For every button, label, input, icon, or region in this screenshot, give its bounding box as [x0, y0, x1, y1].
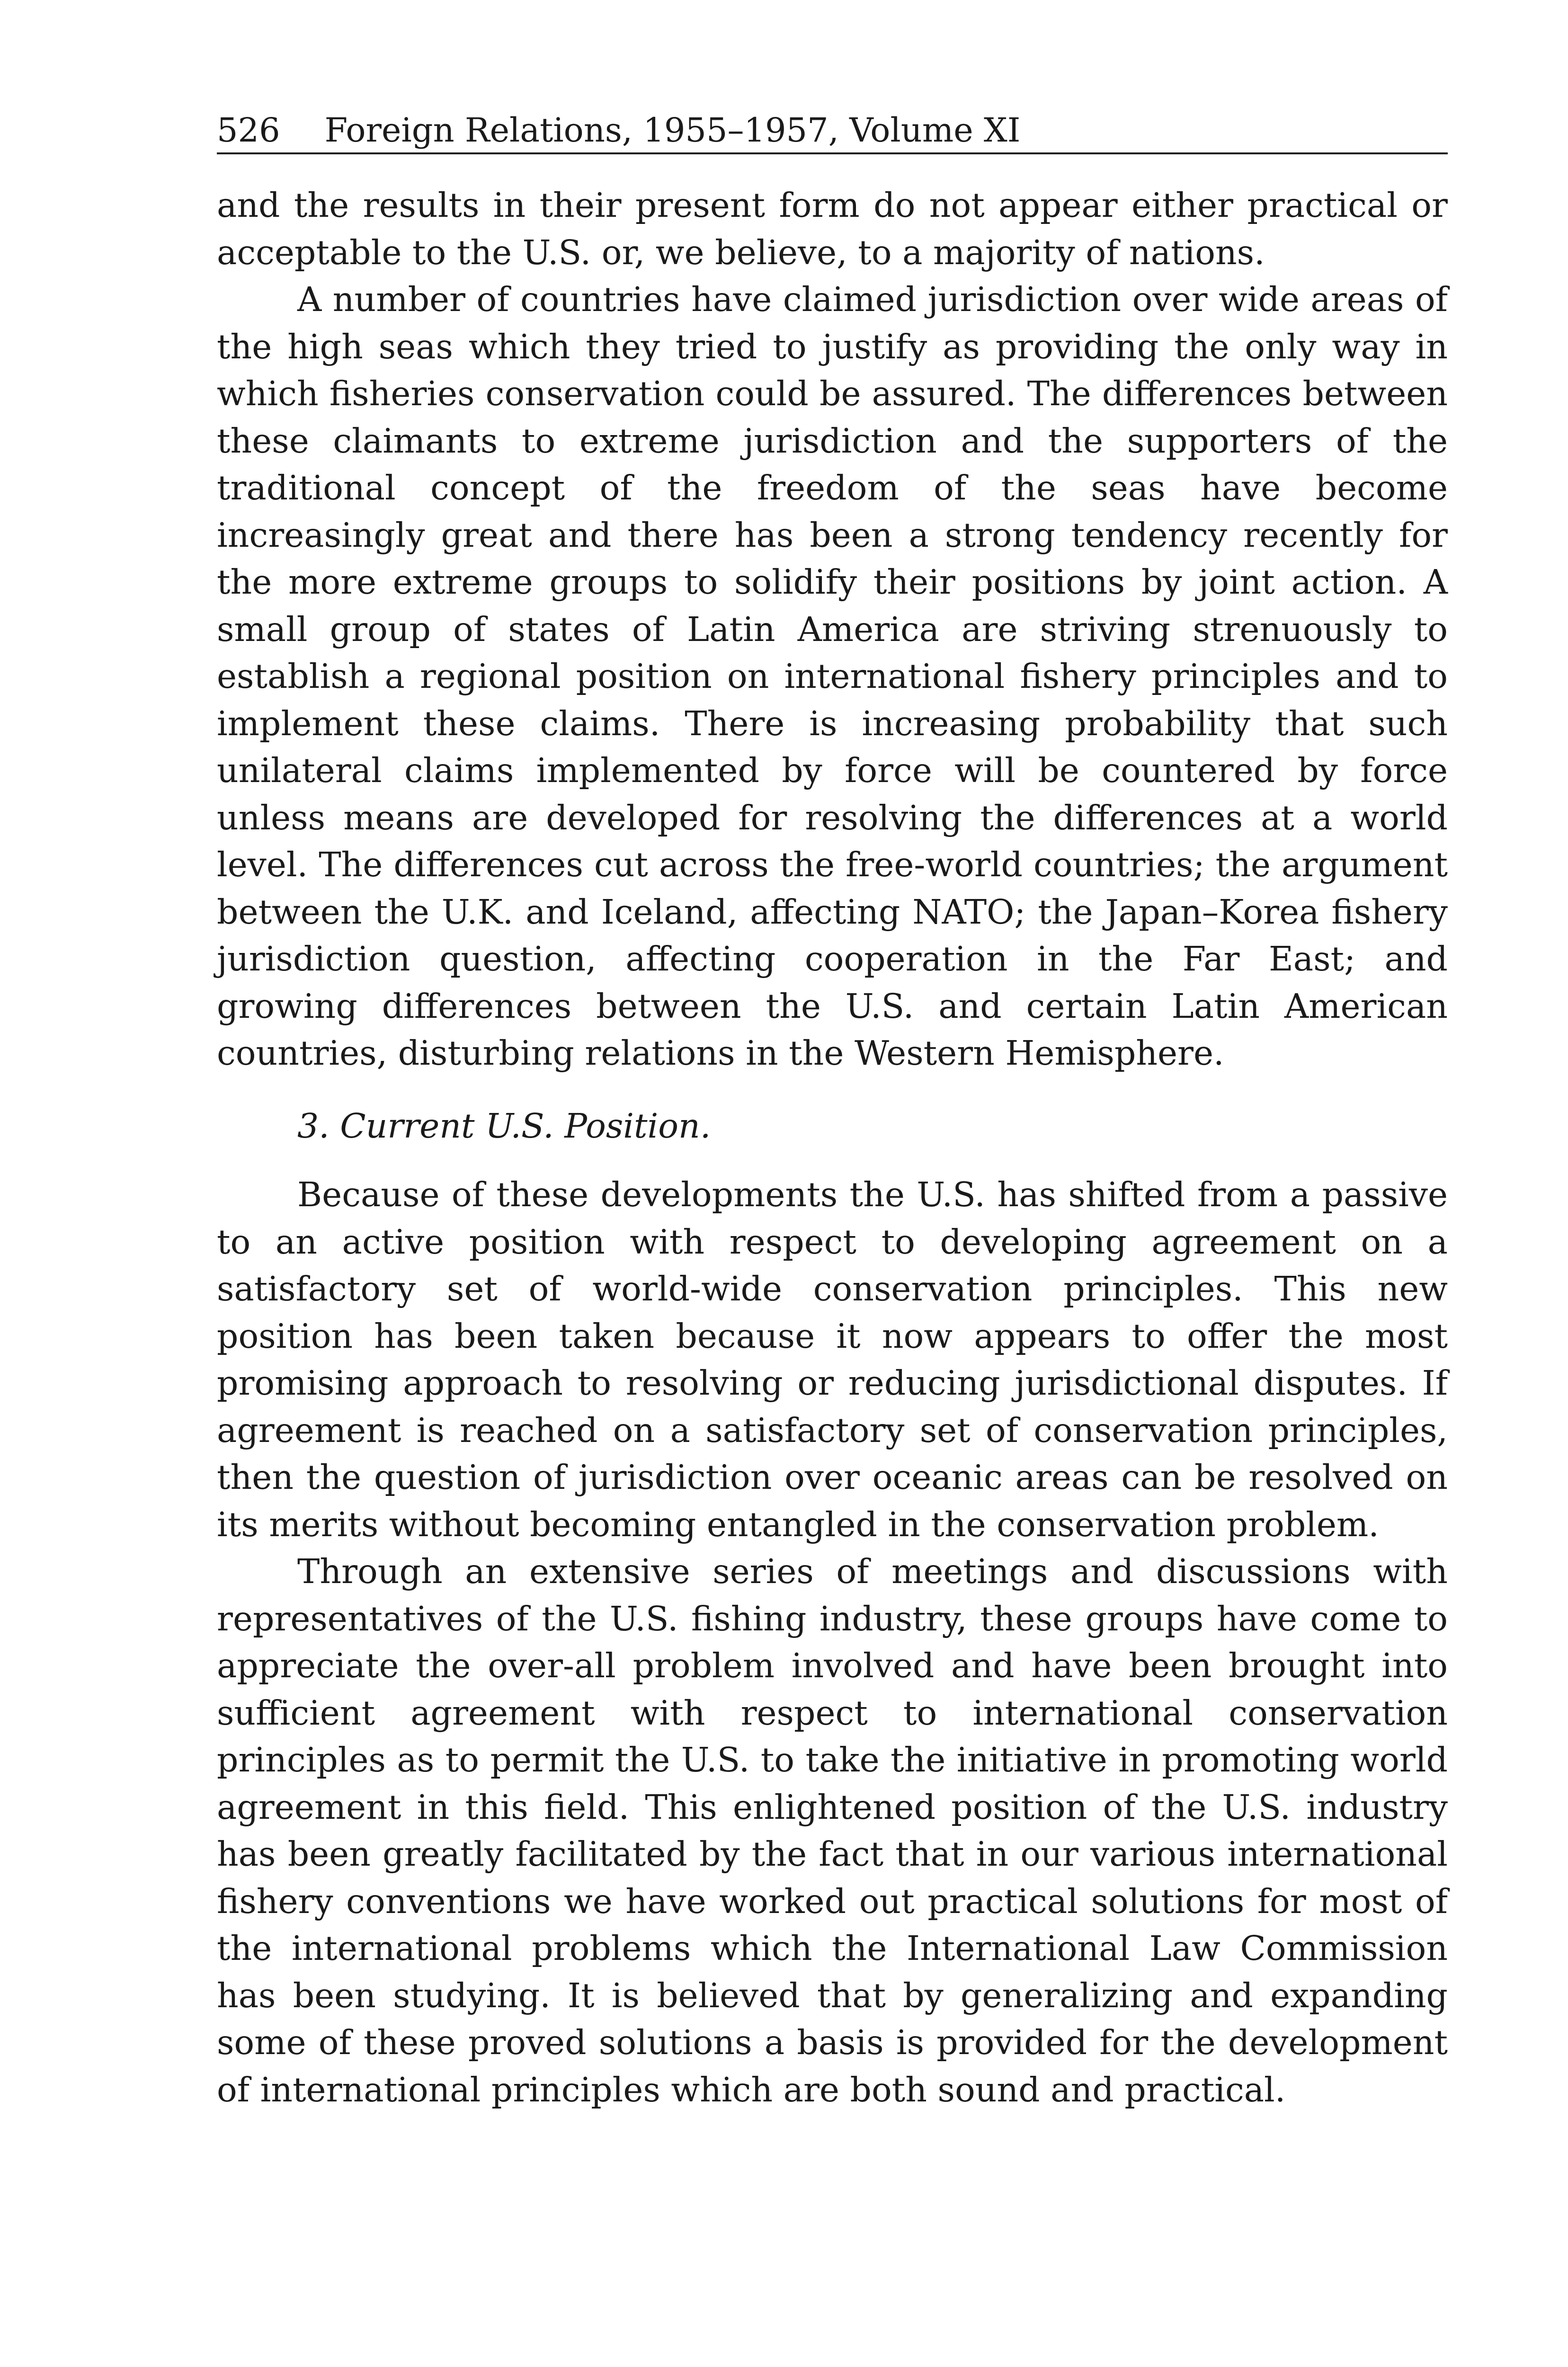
- page-number: 526: [217, 111, 280, 150]
- paragraph: Through an extensive series of meetings and discussions with representatives of the U.S. fishing industry, these groups have come to appreciate the over-all problem involved and have been brought into sufficient agreement with respect to international conservation principles as to permit the U.S. to take the initiative in promoting world agreement in this field. This enlightened position of the U.S. industry has been greatly facilitated by the fact that in our various international fishery conventions we have worked out practical solutions for most of the international problems which the International Law Commission has been studying. It is believed that by generalizing and expanding some of these proved solutions a basis is provided for the development of international principles which are both sound and practical.: [217, 1552, 1448, 2109]
- running-head: [217, 111, 1448, 154]
- body-text: [217, 182, 1448, 2113]
- document-page: [217, 111, 1448, 2113]
- paragraph: Because of these developments the U.S. has shifted from a passive to an active position with respect to developing agreement on a satisfactory set of world-wide conservation principles. This new position has been taken because it now appears to offer the most promising approach to resolving or reducing jurisdictional disputes. If agreement is reached on a satisfactory set of conservation principles, then the question of jurisdiction over oceanic areas can be resolved on its merits without becoming entangled in the conservation problem.: [217, 1175, 1448, 1544]
- paragraph-continued: and the results in their present form do not appear either practical or acceptable to the U.S. or, we believe, to a majority of nations.: [217, 186, 1448, 272]
- volume-title: Foreign Relations, 1955–1957, Volume XI: [324, 111, 1021, 150]
- paragraph: A number of countries have claimed jurisdiction over wide areas of the high seas which they tried to justify as providing the only way in which fisheries conservation could be assured. The differences between these claimants to extreme jurisdiction and the supporters of the traditional concept of the freedom of the seas have become increasingly great and there has been a strong tendency recently for the more extreme groups to solidify their positions by joint action. A small group of states of Latin America are striving strenuously to establish a regional position on international fishery principles and to implement these claims. There is increasing probability that such unilateral claims implemented by force will be countered by force unless means are developed for resolving the differences at a world level. The differences cut across the free-world countries; the argument between the U.K. and Iceland, affecting NATO; the Japan–Korea fishery jurisdiction question, affecting cooperation in the Far East; and growing differences between the U.S. and certain Latin American countries, disturbing relations in the Western Hemisphere.: [217, 280, 1448, 1073]
- section-heading: 3. Current U.S. Position.: [297, 1106, 711, 1146]
